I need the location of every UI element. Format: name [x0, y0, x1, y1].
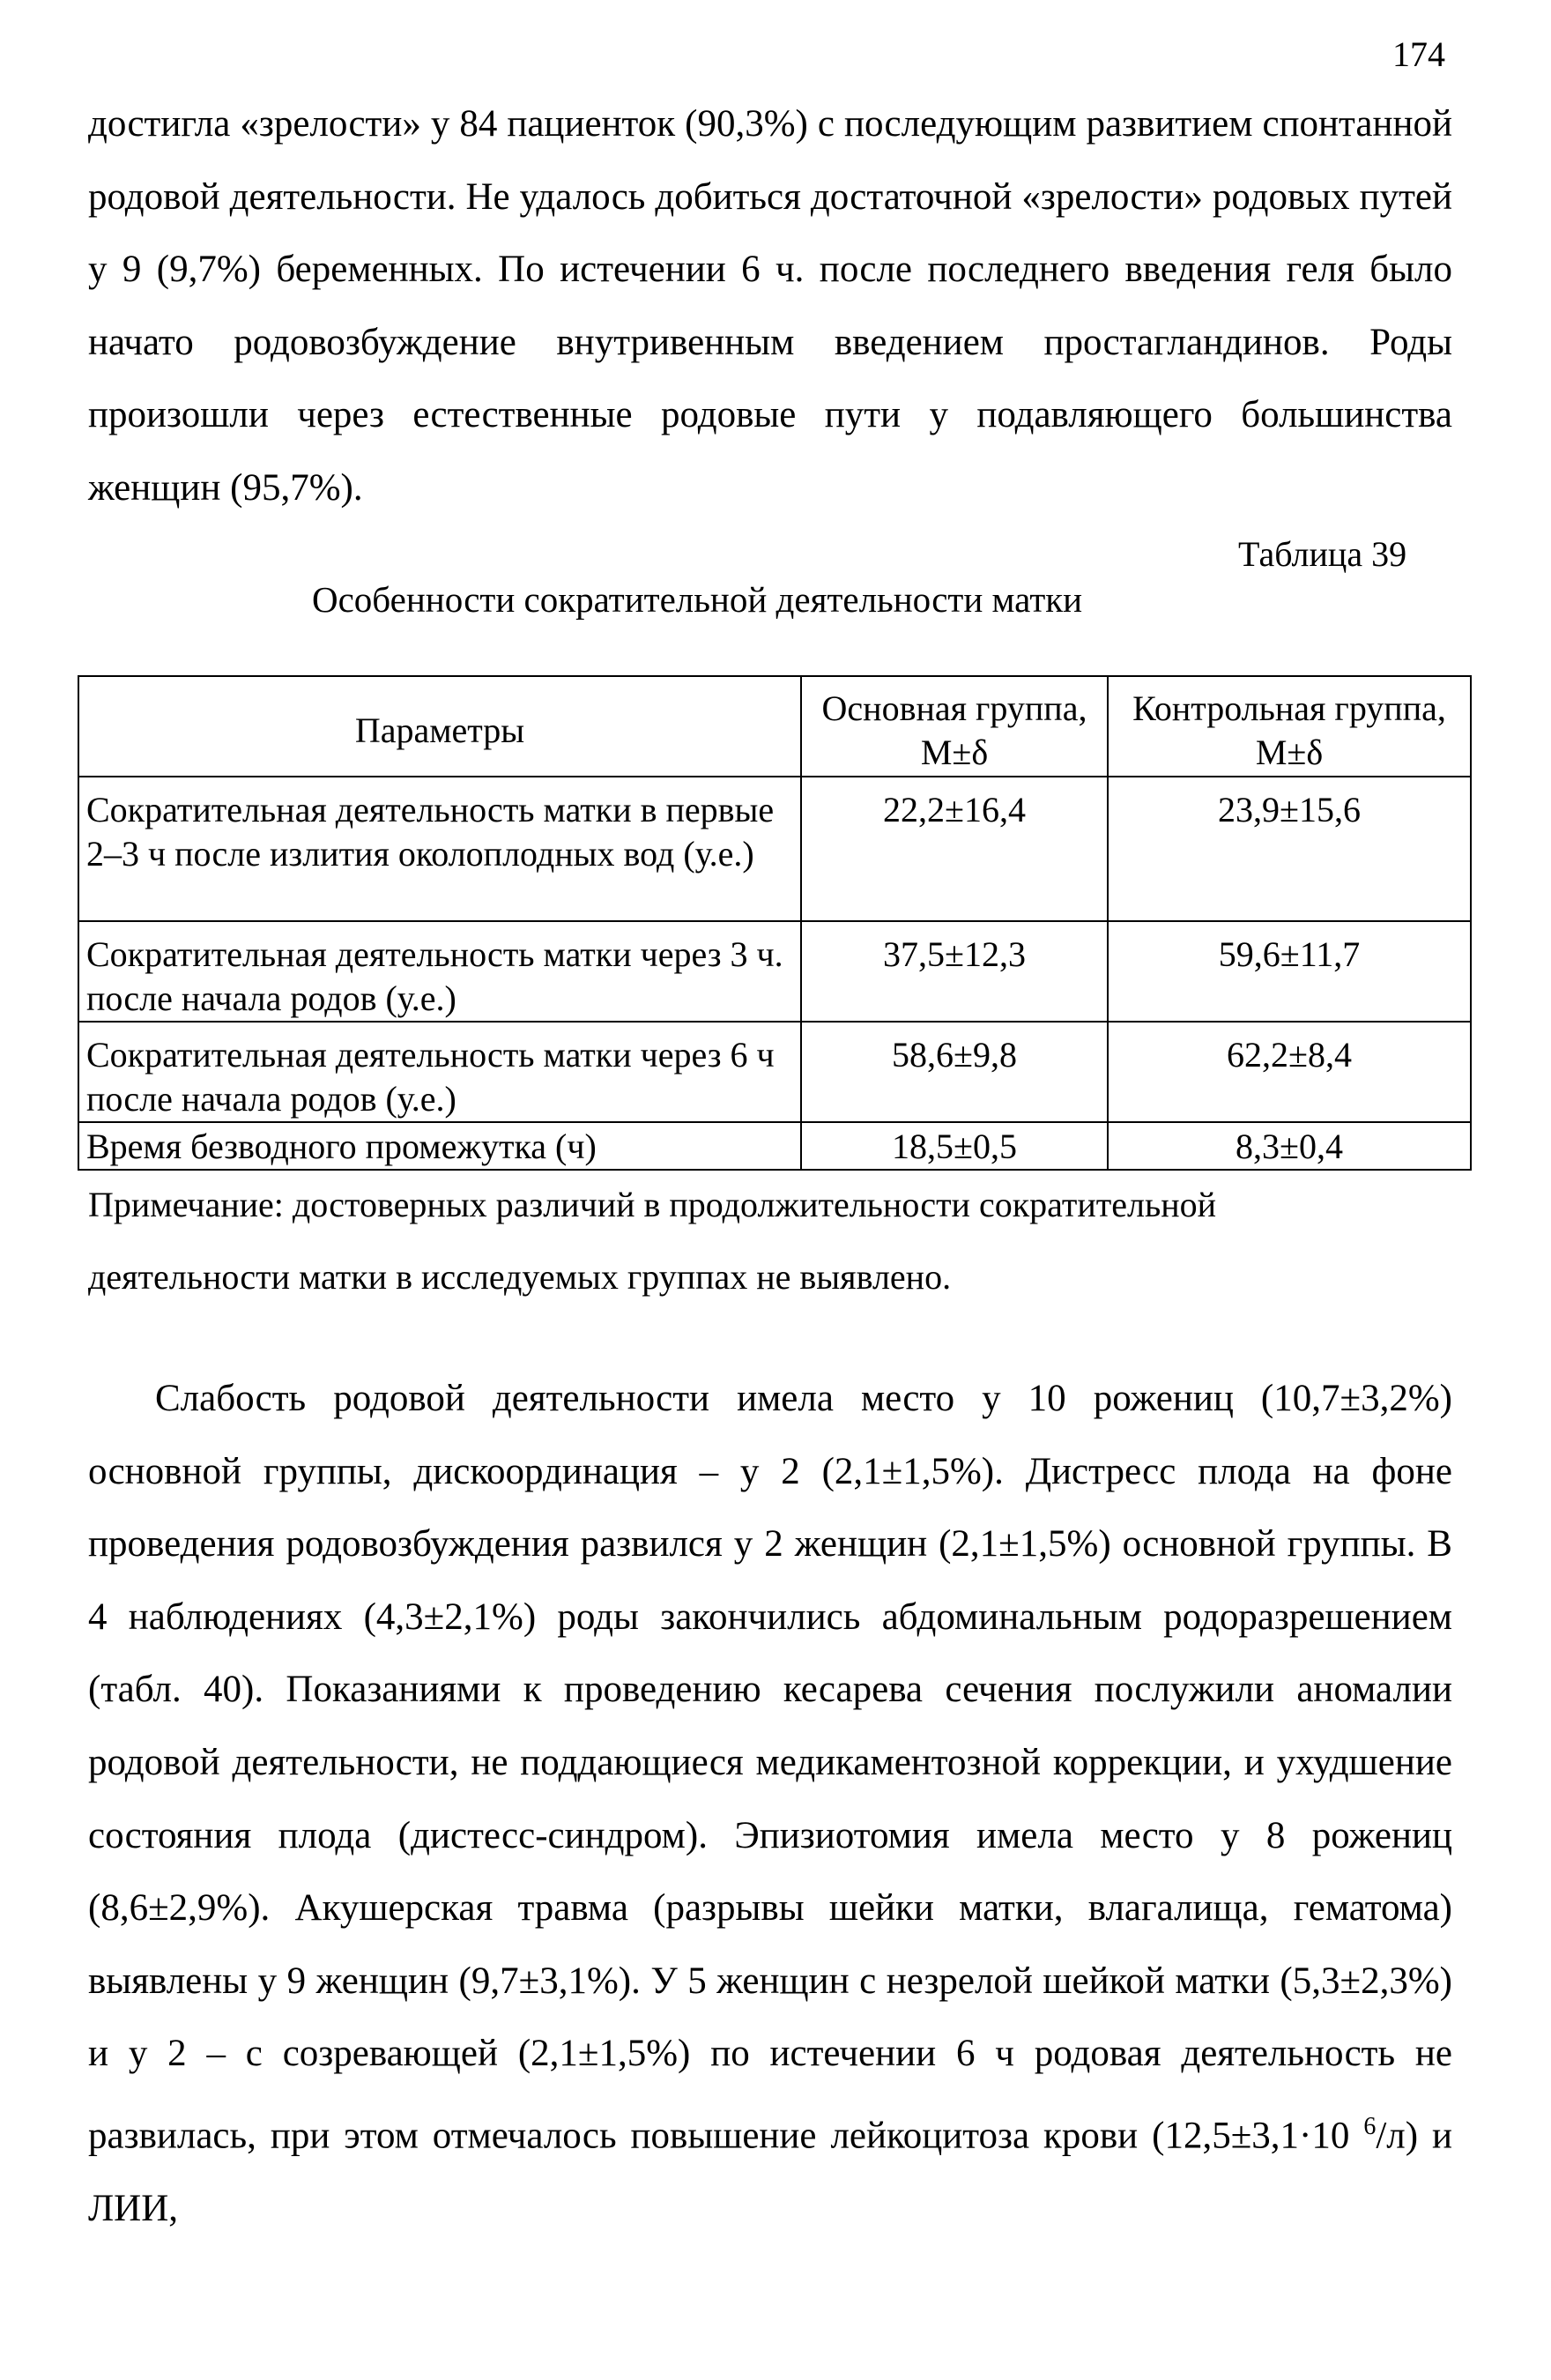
header-parameters: Параметры — [78, 676, 801, 777]
table-title: Особенности сократительной деятельности матки — [312, 579, 1083, 620]
row-control-value: 8,3±0,4 — [1108, 1122, 1471, 1170]
table-row — [78, 1122, 1471, 1170]
row-main-value: 37,5±12,3 — [801, 921, 1108, 1022]
header-control-group: Контрольная группа, М±δ — [1108, 676, 1471, 777]
row-parameter: Сократительная деятельность матки в первые 2–3 ч после излития околоплодных вод (у.е.) — [78, 777, 801, 921]
row-parameter: Сократительная деятельность матки через 3 ч. после начала родов (у.е.) — [78, 921, 801, 1022]
page-number: 174 — [1392, 34, 1445, 74]
paragraph-top: достигла «зрелости» у 84 пациенток (90,3%) с последующим развитием спонтанной родовой деятельности. Не удалось добиться достаточной «зрелости» родовых путей у 9 (9,7%) беременных. По истечении 6 ч. после последнего введения геля было начато родовозбуждение внутривенным введением простагландинов. Роды произошли через естественные родовые пути у подавляющего большинства женщин (95,7%). — [88, 103, 1452, 509]
table-row — [78, 921, 1471, 1022]
paragraph-bottom — [88, 1363, 1452, 2245]
row-parameter: Время безводного промежутка (ч) — [78, 1122, 801, 1170]
row-main-value: 18,5±0,5 — [801, 1122, 1108, 1170]
row-main-value: 22,2±16,4 — [801, 777, 1108, 921]
table-row — [78, 777, 1471, 921]
paragraph-bottom-tail: /л) и ЛИИ, — [88, 2115, 1452, 2229]
row-control-value: 62,2±8,4 — [1108, 1022, 1471, 1122]
table-label: Таблица 39 — [1238, 534, 1407, 574]
row-control-value: 23,9±15,6 — [1108, 777, 1471, 921]
table-row — [78, 1022, 1471, 1122]
paragraph-bottom-superscript: 6 — [1363, 2112, 1377, 2140]
table-note: Примечание: достоверных различий в продолжительности сократительной деятельности матки в исследуемых группах не выявлено. — [88, 1185, 1216, 1297]
data-table — [78, 675, 1472, 1171]
paragraph-bottom-text: Слабость родовой деятельности имела место у 10 рожениц (10,7±3,2%) основной группы, дискоординация – у 2 (2,1±1,5%). Дистресс плода на фоне проведения родовозбуждения развился у 2 женщин (2,1±1,5%) основной группы. В 4 наблюдениях (4,3±2,1%) роды закончились абдоминальным родоразрешением (табл. 40). Показаниями к проведению кесарева сечения послужили аномалии родовой деятельности, не поддающиеся медикаментозной коррекции, и ухудшение состояния плода (дистесс-синдром). Эпизиотомия имела место у 8 рожениц (8,6±2,9%). Акушерская травма (разрывы шейки матки, влагалища, гематома) выявлены у 9 женщин (9,7±3,1%). У 5 женщин с незрелой шейкой матки (5,3±2,3%) и у 2 – с созревающей (2,1±1,5%) по истечении 6 ч родовая деятельность не развилась, при этом отмечалось повышение лейкоцитоза крови (12,5±3,1·10 — [88, 1378, 1452, 2157]
header-main-group: Основная группа, М±δ — [801, 676, 1108, 777]
table-header-row — [78, 676, 1471, 777]
row-parameter: Сократительная деятельность матки через 6 ч после начала родов (у.е.) — [78, 1022, 801, 1122]
row-main-value: 58,6±9,8 — [801, 1022, 1108, 1122]
row-control-value: 59,6±11,7 — [1108, 921, 1471, 1022]
